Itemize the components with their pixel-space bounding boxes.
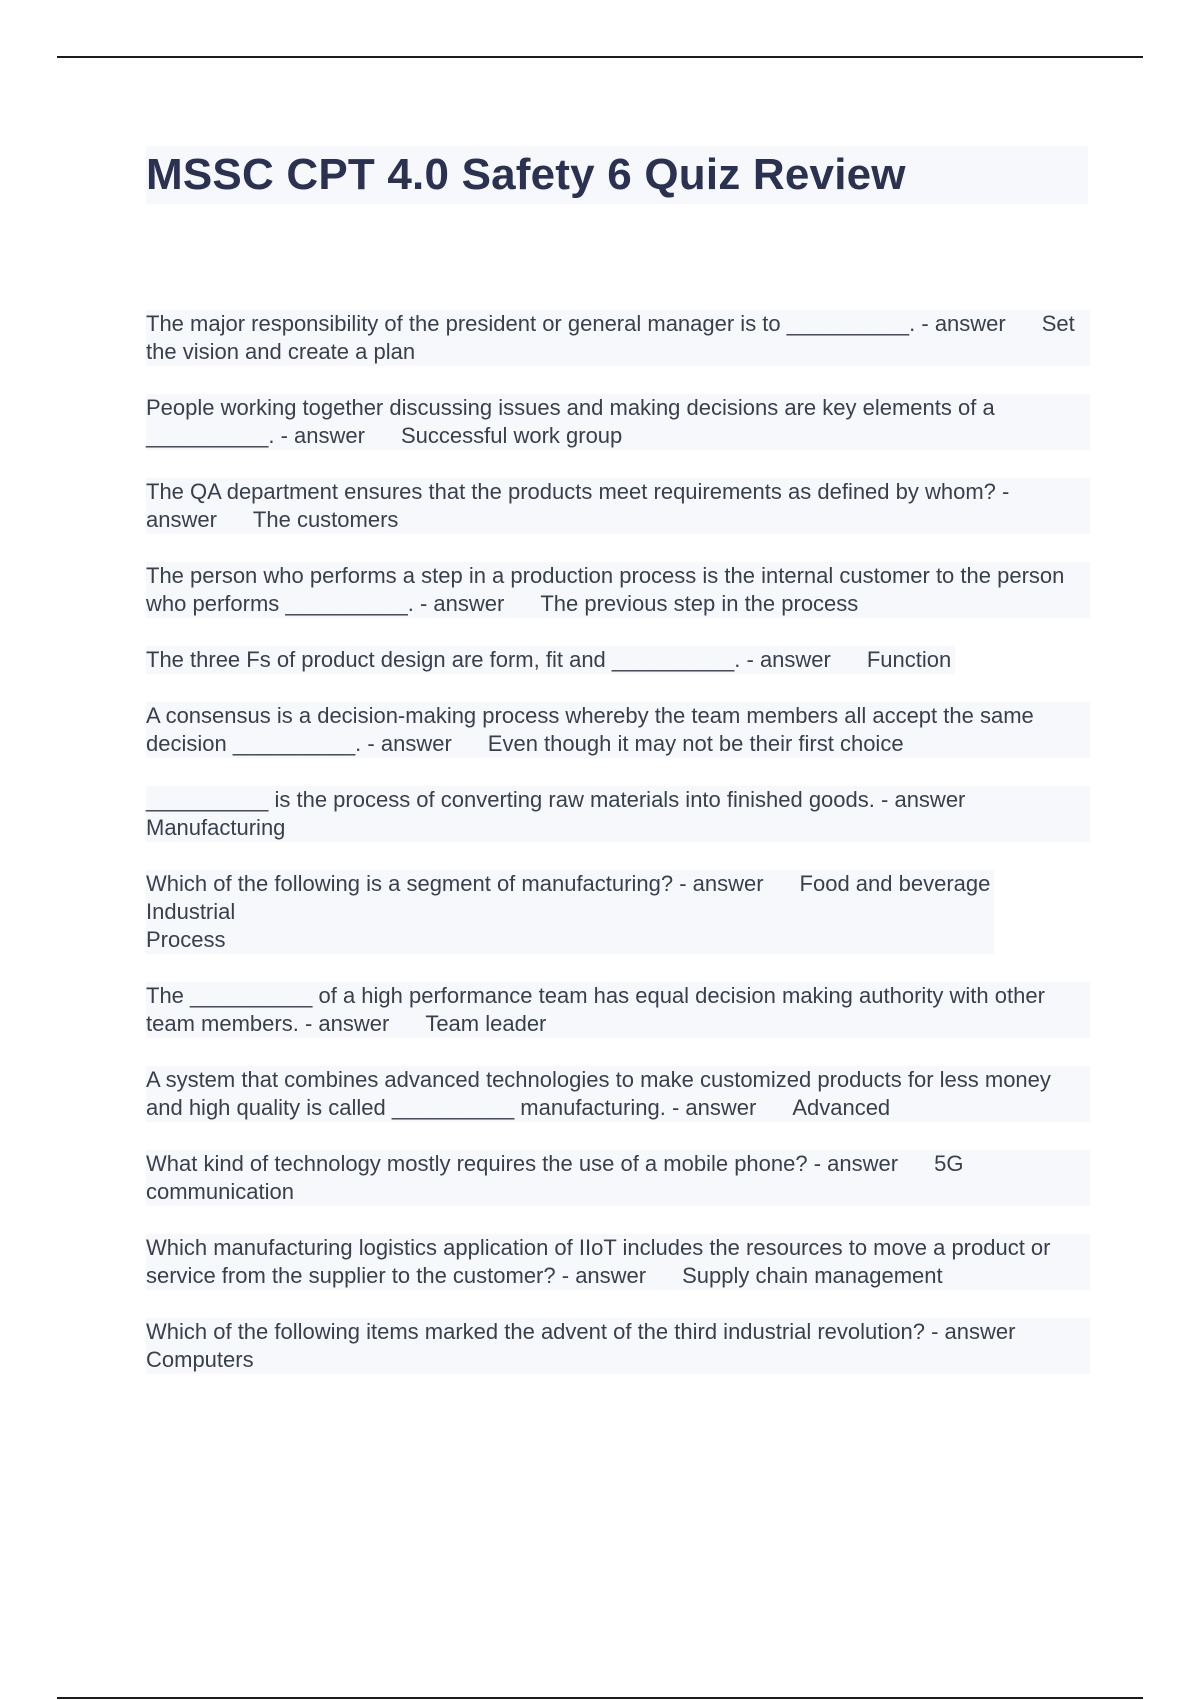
answer-text: The customers xyxy=(252,507,399,532)
qa-item xyxy=(146,1234,1090,1290)
answer-extra-line: Process xyxy=(146,927,226,952)
answer-label: - answer xyxy=(367,731,452,756)
question-text: The three Fs of product design are form, fit and __________. xyxy=(146,647,741,672)
answer-text: Advanced xyxy=(792,1095,891,1120)
answer-extra-line: Industrial xyxy=(146,899,236,924)
qa-item xyxy=(146,562,1090,618)
question-text: The major responsibility of the president or general manager is to __________. xyxy=(146,311,916,336)
page-title: MSSC CPT 4.0 Safety 6 Quiz Review xyxy=(146,150,906,199)
answer-label: - answer xyxy=(881,787,966,812)
answer-label: - answer xyxy=(419,591,505,616)
qa-item xyxy=(146,310,1090,366)
answer-label: - answer xyxy=(931,1319,1016,1344)
answer-label: - answer xyxy=(671,1095,757,1120)
answer-label: - answer xyxy=(679,871,764,896)
question-text: A consensus is a decision-making process whereby the team members all accept the same decision __________. xyxy=(146,703,1034,756)
answer-text: Computers xyxy=(146,1347,254,1372)
qa-list xyxy=(146,310,1091,1402)
answer-text: Set the vision and create a plan xyxy=(146,311,1075,364)
title-banner xyxy=(146,146,1088,204)
qa-item xyxy=(146,394,1090,450)
qa-item xyxy=(146,1150,1090,1206)
question-text: What kind of technology mostly requires the use of a mobile phone? xyxy=(146,1151,808,1176)
question-text: A system that combines advanced technologies to make customized products for less money and high quality is called __________ manufacturing. xyxy=(146,1067,1051,1120)
answer-text: Food and beverage xyxy=(799,871,991,896)
question-text: __________ is the process of converting raw materials into finished goods. xyxy=(146,787,875,812)
qa-item xyxy=(146,1318,1090,1374)
answer-label: - answer xyxy=(746,647,831,672)
bottom-divider xyxy=(57,1697,1143,1699)
answer-label: - answer xyxy=(921,311,1006,336)
answer-text: Successful work group xyxy=(400,423,623,448)
answer-text: Manufacturing xyxy=(146,815,286,840)
question-text: Which of the following is a segment of manufacturing? xyxy=(146,871,674,896)
answer-text: Function xyxy=(866,647,952,672)
answer-label: - answer xyxy=(304,1011,390,1036)
answer-label: - answer xyxy=(813,1151,899,1176)
question-text: The __________ of a high performance team has equal decision making authority with other team members. xyxy=(146,983,1045,1036)
qa-item xyxy=(146,646,955,674)
answer-text: Team leader xyxy=(425,1011,547,1036)
question-text: Which of the following items marked the advent of the third industrial revolution? xyxy=(146,1319,925,1344)
answer-label: - answer xyxy=(280,423,365,448)
top-divider xyxy=(57,56,1143,58)
answer-text: The previous step in the process xyxy=(540,591,859,616)
answer-text: Even though it may not be their first choice xyxy=(487,731,904,756)
question-text: People working together discussing issues and making decisions are key elements of a __________. xyxy=(146,395,995,448)
qa-item xyxy=(146,982,1090,1038)
qa-item xyxy=(146,1066,1090,1122)
answer-label: - answer xyxy=(561,1263,647,1288)
question-text: The person who performs a step in a production process is the internal customer to the person who performs __________. xyxy=(146,563,1065,616)
answer-text: Supply chain management xyxy=(682,1263,943,1288)
answer-label: - answer xyxy=(146,479,1010,532)
qa-item xyxy=(146,786,1090,842)
question-text: Which manufacturing logistics application of IIoT includes the resources to move a product or service from the supplier to the customer? xyxy=(146,1235,1051,1288)
qa-item xyxy=(146,870,994,954)
answer-text: 5G communication xyxy=(146,1151,964,1204)
qa-item xyxy=(146,702,1090,758)
question-text: The QA department ensures that the products meet requirements as defined by whom? xyxy=(146,479,996,504)
qa-item xyxy=(146,478,1090,534)
